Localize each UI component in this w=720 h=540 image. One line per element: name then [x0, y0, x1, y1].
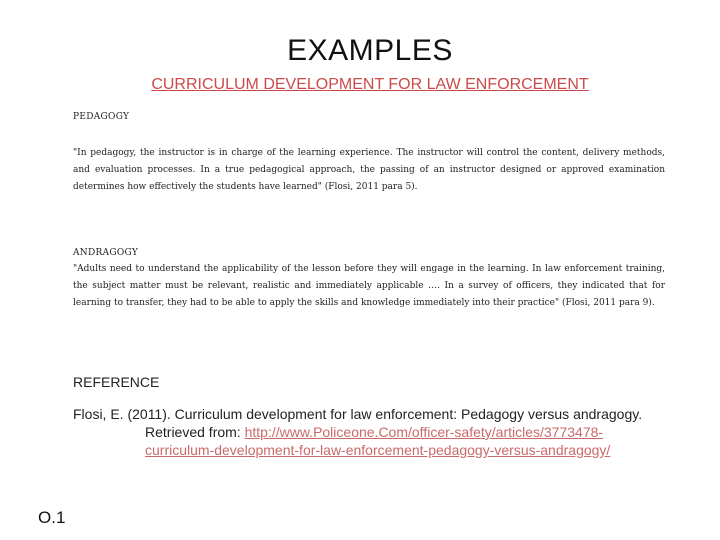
reference-citation: Flosi, E. (2011). Curriculum development for law enforcement: Pedagogy versus andragogy. — [73, 406, 643, 422]
reference-citation-block — [73, 405, 663, 459]
reference-link-part1[interactable]: http://www.Policeone.Com/officer-safety/articles/3773478- — [244, 424, 604, 440]
reference-link-line — [73, 441, 663, 459]
page-label: O.1 — [38, 508, 66, 527]
reference-link-part2[interactable]: curriculum-development-for-law-enforcement-pedagogy-versus-andragogy/ — [145, 442, 611, 458]
andragogy-quote: "Adults need to understand the applicability of the lesson before they will engage in the learning. In law enforcement training, the subject matter must be relevant, realistic and immediately applicable …. In a survey of officers, they indicated that for learning to transfer, they had to be able to apply the skills and knowledge immediately into their practice" (Flosi, 2011 para 9). — [73, 264, 665, 308]
slide-subtitle: CURRICULUM DEVELOPMENT FOR LAW ENFORCEMENT — [151, 76, 589, 93]
slide-title: EXAMPLES — [287, 34, 453, 67]
andragogy-label: ANDRAGOGY — [73, 248, 139, 258]
reference-heading: REFERENCE — [73, 374, 160, 390]
pedagogy-label: PEDAGOGY — [73, 112, 130, 122]
reference-retrieved-line — [73, 423, 663, 441]
pedagogy-quote: "In pedagogy, the instructor is in charge of the learning experience. The instructor will control the content, delivery methods, and evaluation processes. In a true pedagogical approach, the passing of an instructor designed or approved examination determines how effectively the students have learned" (Flosi, 2011 para 5). — [73, 148, 665, 192]
reference-retrieved-prefix: Retrieved from: — [145, 424, 245, 440]
